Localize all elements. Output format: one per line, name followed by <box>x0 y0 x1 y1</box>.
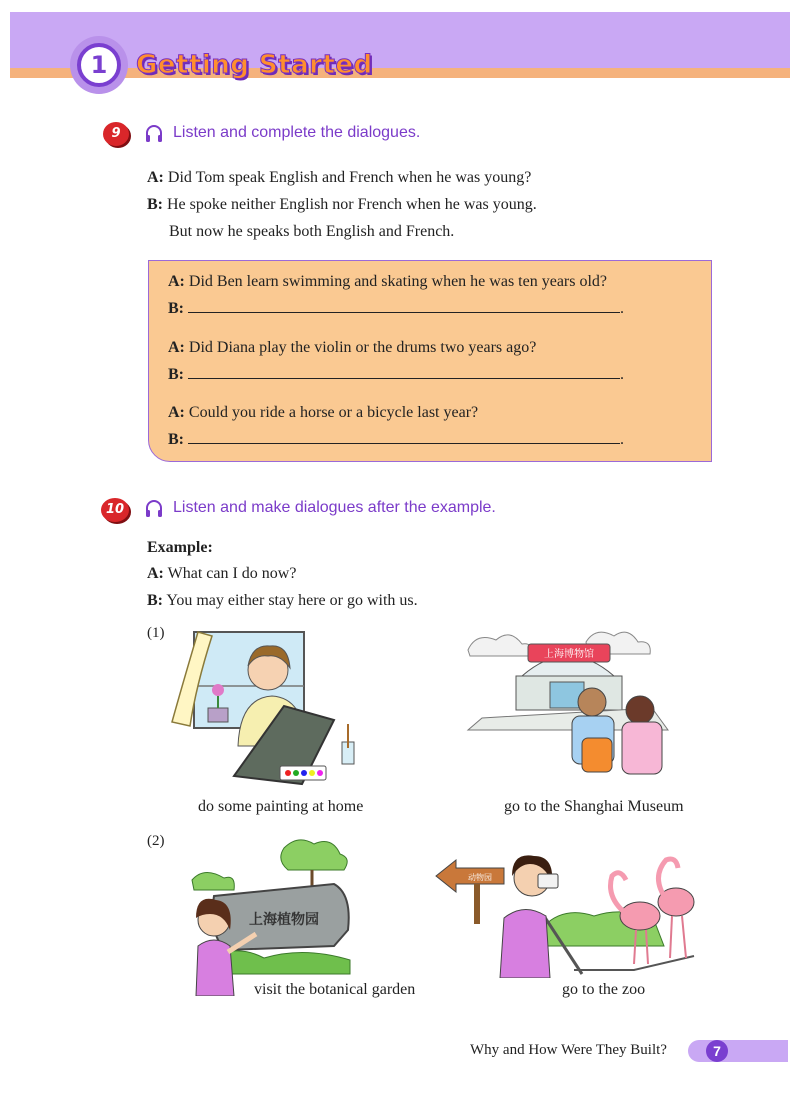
museum-sign-text: 上海博物馆 <box>544 649 594 660</box>
speaker-label: A: <box>147 565 164 582</box>
exercise-number-badge: 10 <box>101 498 129 522</box>
speaker-label: A: <box>168 273 185 290</box>
speaker-label: A: <box>168 339 185 356</box>
exercise-instruction: Listen and make dialogues after the example. <box>173 499 496 516</box>
exercise-number-badge: 9 <box>103 122 129 146</box>
dialogue-text: But now he speaks both English and French. <box>169 223 455 240</box>
example-label: Example: <box>147 539 213 556</box>
exercise-instruction: Listen and complete the dialogues. <box>173 124 421 141</box>
dialogue-text: Could you ride a horse or a bicycle last year? <box>188 404 479 421</box>
zoo-arrow-text: 动物园 <box>468 873 492 882</box>
picture-caption: go to the zoo <box>562 981 646 998</box>
group-label: (2) <box>147 833 165 849</box>
zoo-illustration <box>434 846 700 978</box>
footer-title: Why and How Were They Built? <box>470 1042 667 1058</box>
answer-blank[interactable] <box>188 299 620 313</box>
speaker-label: B: <box>168 366 184 383</box>
dialogue-text: You may either stay here or go with us. <box>166 592 418 609</box>
answer-end: . <box>620 366 624 383</box>
dialogue-text: What can I do now? <box>167 565 297 582</box>
headphones-icon[interactable] <box>144 124 164 144</box>
example-line-b <box>147 195 537 215</box>
answer-line[interactable] <box>168 430 624 450</box>
example-line-b-cont <box>169 222 454 242</box>
dialogue-text: Did Ben learn swimming and skating when he was ten years old? <box>188 273 608 290</box>
example-line-a <box>147 168 531 188</box>
picture-caption: go to the Shanghai Museum <box>504 798 684 815</box>
speaker-label: A: <box>168 404 185 421</box>
example-line-b <box>147 591 418 611</box>
speaker-label: A: <box>147 169 164 186</box>
dialogue-text: Did Tom speak English and French when he was young? <box>167 169 532 186</box>
botanical-garden-illustration <box>184 834 370 996</box>
speaker-label: B: <box>168 431 184 448</box>
speaker-label: B: <box>147 196 163 213</box>
answer-end: . <box>620 300 624 317</box>
answer-line[interactable] <box>168 365 624 385</box>
speaker-label: B: <box>147 592 163 609</box>
shanghai-museum-illustration <box>462 620 676 792</box>
unit-badge: 1 <box>77 43 121 87</box>
answer-line[interactable] <box>168 299 624 319</box>
painting-illustration <box>168 626 380 794</box>
page-number: 7 <box>706 1040 728 1062</box>
picture-caption: visit the botanical garden <box>254 981 416 998</box>
group-label: (1) <box>147 625 165 641</box>
garden-sign-text: 上海植物园 <box>249 912 319 928</box>
task-question <box>168 403 478 423</box>
dialogue-text: Did Diana play the violin or the drums two years ago? <box>188 339 537 356</box>
example-line-a <box>147 564 296 584</box>
footer-bar <box>688 1040 788 1062</box>
speaker-label: B: <box>168 300 184 317</box>
dialogue-text: He spoke neither English nor French when he was young. <box>167 196 537 213</box>
answer-end: . <box>620 431 624 448</box>
answer-blank[interactable] <box>188 365 620 379</box>
answer-blank[interactable] <box>188 430 620 444</box>
section-title: Getting Started <box>136 50 373 80</box>
task-question <box>168 338 536 358</box>
task-question <box>168 272 607 292</box>
headphones-icon[interactable] <box>144 499 164 519</box>
picture-caption: do some painting at home <box>198 798 364 815</box>
